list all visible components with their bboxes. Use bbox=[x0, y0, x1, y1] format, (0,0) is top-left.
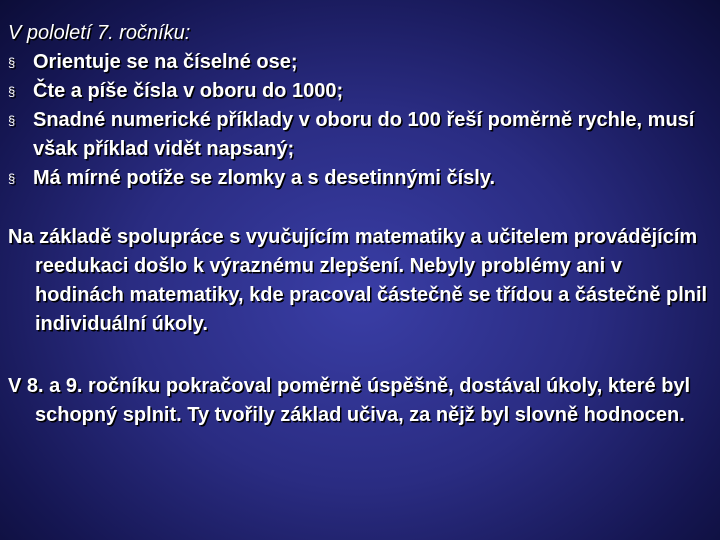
bullet-item bbox=[8, 77, 710, 106]
slide-content bbox=[8, 19, 710, 430]
bullet-item bbox=[8, 106, 710, 164]
bullet-text: Snadné numerické příklady v oboru do 100 řeší poměrně rychle, musí však příklad vidět napsaný; bbox=[33, 109, 695, 160]
bullet-item bbox=[8, 48, 710, 77]
section-sign-icon: § bbox=[8, 113, 16, 128]
bullet-text: Má mírné potíže se zlomky a s desetinnými čísly. bbox=[33, 167, 496, 189]
section-heading: V pololetí 7. ročníku: bbox=[8, 22, 191, 44]
section-sign-icon: § bbox=[8, 55, 16, 70]
paragraph-improvement: Na základě spolupráce s vyučujícím matematiky a učitelem provádějícím reedukaci došlo k výraznému zlepšení. Nebyly problémy ani v hodinách matematiky, kde pracoval částečně se třídou a částečně plnil individuální úkoly. bbox=[8, 226, 708, 335]
bullet-text: Čte a píše čísla v oboru do 1000; bbox=[33, 80, 344, 102]
bullet-item bbox=[8, 164, 710, 193]
spacer bbox=[8, 339, 710, 372]
section-sign-icon: § bbox=[8, 171, 16, 186]
bullet-list bbox=[8, 48, 710, 193]
bullet-text: Orientuje se na číselné ose; bbox=[33, 51, 298, 73]
spacer bbox=[8, 193, 710, 223]
section-sign-icon: § bbox=[8, 84, 16, 99]
paragraph-grades-8-9: V 8. a 9. ročníku pokračoval poměrně úspěšně, dostával úkoly, které byl schopný splnit. Ty tvořily základ učiva, za nějž byl slovně hodnocen. bbox=[8, 375, 691, 426]
